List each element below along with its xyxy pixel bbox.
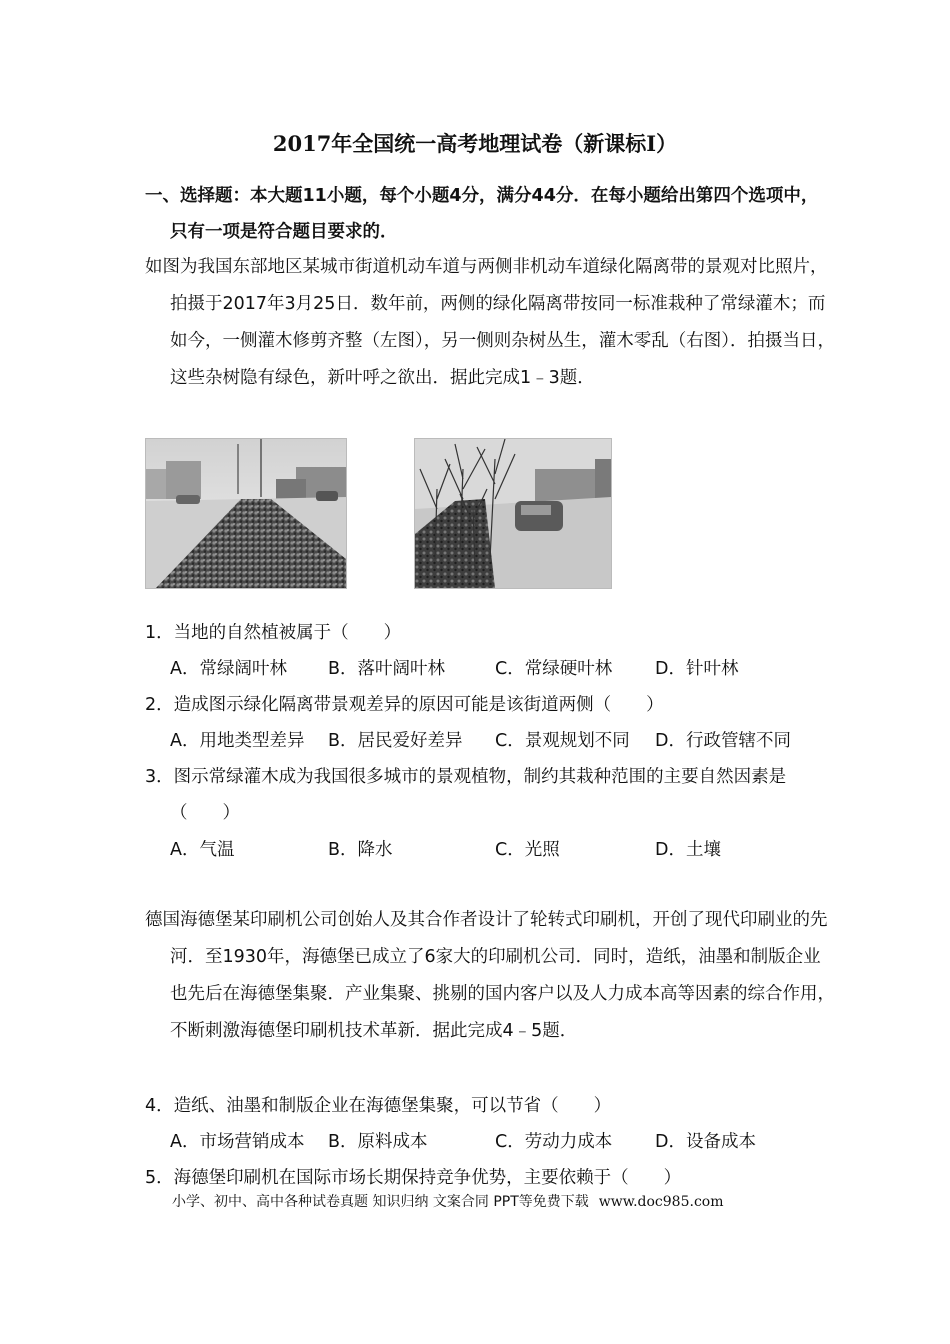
photo-messy-shrubs	[414, 438, 612, 589]
option-c: C．常绿硬叶林	[495, 659, 613, 679]
option-a: A．市场营销成本	[170, 1132, 305, 1152]
page-title: 2017年全国统一高考地理试卷（新课标I）	[272, 131, 678, 156]
option-a: A．常绿阔叶林	[170, 659, 287, 679]
question-3: 3．图示常绿灌木成为我国很多城市的景观植物，制约其栽种范围的主要自然因素是（ ）	[145, 767, 787, 823]
passage-1: 如图为我国东部地区某城市街道机动车道与两侧非机动车道绿化隔离带的景观对比照片，拍摄于2017年3月25日．数年前，两侧的绿化隔离带按同一标准栽种了常绿灌木；而如今，一侧灌木修剪齐整（左图），另一侧则杂树丛生，灌木零乱（右图）．拍摄当日，这些杂树隐有绿色，新叶呼之欲出．据此完成1﹣3题．	[145, 257, 835, 388]
footer-text: 小学、初中、高中各种试卷真题 知识归纳 文案合同 PPT等免费下载	[172, 1194, 589, 1210]
option-d: D．行政管辖不同	[655, 731, 791, 751]
question-4-options	[170, 1124, 830, 1160]
question-1: 1．当地的自然植被属于（ ）	[145, 623, 402, 643]
option-c: C．景观规划不同	[495, 731, 630, 751]
section-heading: 一、选择题：本大题11小题，每个小题4分，满分44分．在每小题给出第四个选项中，只有一项是符合题目要求的．	[145, 186, 819, 242]
option-b: B．居民爱好差异	[328, 731, 463, 751]
footer-url[interactable]: www.doc985.com	[598, 1194, 724, 1210]
option-d: D．针叶林	[655, 659, 739, 679]
question-3-options	[170, 832, 830, 868]
option-c: C．光照	[495, 840, 560, 860]
question-2: 2．造成图示绿化隔离带景观差异的原因可能是该街道两侧（ ）	[145, 695, 664, 715]
photo-trimmed-shrubs	[145, 438, 347, 589]
option-a: A．用地类型差异	[170, 731, 305, 751]
option-d: D．土壤	[655, 840, 721, 860]
option-a: A．气温	[170, 840, 235, 860]
option-b: B．降水	[328, 840, 393, 860]
question-5: 5．海德堡印刷机在国际市场长期保持竞争优势，主要依赖于（ ）	[145, 1168, 682, 1188]
page-footer	[172, 1191, 723, 1211]
option-b: B．落叶阔叶林	[328, 659, 446, 679]
question-4: 4．造纸、油墨和制版企业在海德堡集聚，可以节省（ ）	[145, 1096, 612, 1116]
passage-2: 德国海德堡某印刷机公司创始人及其合作者设计了轮转式印刷机，开创了现代印刷业的先河．至1930年，海德堡已成立了6家大的印刷机公司．同时，造纸，油墨和制版企业也先后在海德堡集聚．产业集聚、挑剔的国内客户以及人力成本高等因素的综合作用，不断刺激海德堡印刷机技术革新．据此完成4﹣5题．	[145, 910, 835, 1041]
question-1-options	[170, 651, 830, 687]
option-c: C．劳动力成本	[495, 1132, 613, 1152]
option-d: D．设备成本	[655, 1132, 756, 1152]
question-2-options	[170, 723, 830, 759]
option-b: B．原料成本	[328, 1132, 428, 1152]
